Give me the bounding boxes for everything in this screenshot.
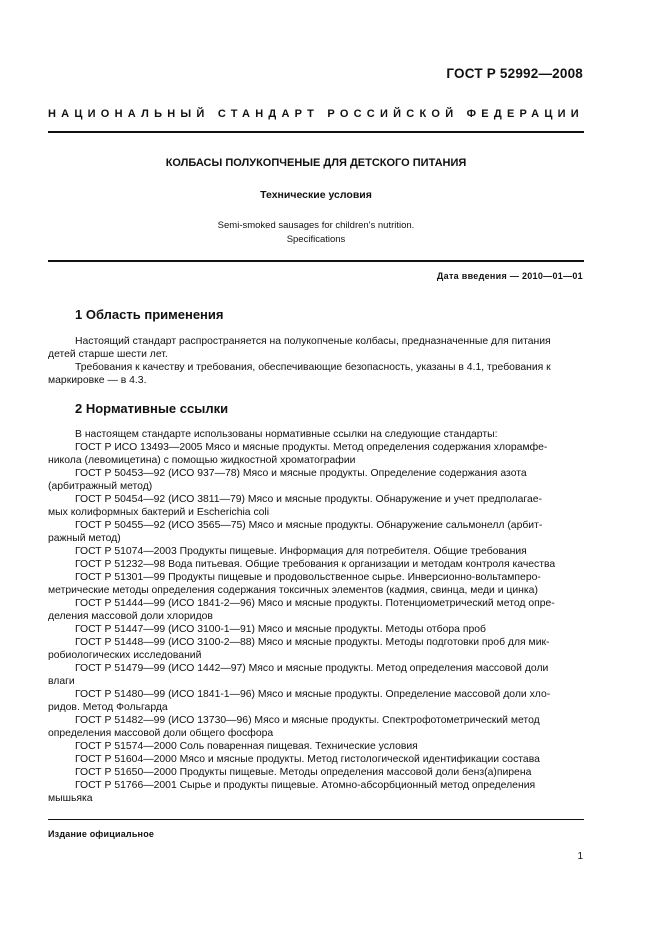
reference-line: ГОСТ Р 51574—2000 Соль поваренная пищевая. Технические условия (75, 741, 418, 752)
reference-line: робиологических исследований (48, 650, 202, 661)
header-rule (48, 131, 584, 133)
reference-line: ГОСТ Р 51766—2001 Сырье и продукты пищевые. Атомно-абсорбционный метод определения (75, 780, 536, 791)
standard-title: КОЛБАСЫ ПОЛУКОПЧЕНЫЕ ДЛЯ ДЕТСКОГО ПИТАНИЯ (165, 157, 467, 169)
reference-line: ГОСТ Р ИСО 13493—2005 Мясо и мясные продукты. Метод определения содержания хлорамфе- (75, 442, 548, 453)
reference-line: (арбитражный метод) (48, 481, 153, 492)
reference-line: ГОСТ Р 51444—99 (ИСО 1841-2—96) Мясо и мясные продукты. Потенциометрический метод опре- (75, 598, 555, 609)
english-title-line: Specifications (286, 234, 346, 245)
reference-line: мых колиформных бактерий и Escherichia coli (48, 507, 270, 518)
page-number: 1 (577, 851, 583, 862)
footer-rule (48, 819, 584, 820)
section-1-heading: 1 Область применения (75, 307, 224, 322)
reference-line: ГОСТ Р 51650—2000 Продукты пищевые. Методы определения массовой доли бенз(а)пирена (75, 767, 532, 778)
paragraph-line: В настоящем стандарте использованы нормативные ссылки на следующие стандарты: (75, 429, 498, 440)
reference-line: ГОСТ Р 51604—2000 Мясо и мясные продукты. Метод гистологической идентификации состава (75, 754, 540, 765)
reference-line: определения массовой доли общего фосфора (48, 728, 274, 739)
reference-line: ГОСТ Р 51482—99 (ИСО 13730—96) Мясо и мясные продукты. Спектрофотометрический метод (75, 715, 540, 726)
introduction-date: Дата введения — 2010—01—01 (436, 271, 583, 281)
english-title-line: Semi-smoked sausages for children's nutrition. (217, 220, 415, 231)
section-2-body (48, 428, 584, 805)
reference-line: мышьяка (48, 793, 93, 804)
reference-line: ГОСТ Р 51232—98 Вода питьевая. Общие требования к организации и методам контроля качества (75, 559, 556, 570)
section-1-body (48, 335, 584, 387)
reference-line: метрические методы определения содержания токсичных элементов (кадмия, свинца, меди и цинка) (48, 585, 538, 596)
reference-line: ГОСТ Р 51479—99 (ИСО 1442—97) Мясо и мясные продукты. Метод определения массовой доли (75, 663, 549, 674)
paragraph-line: Настоящий стандарт распространяется на полукопченые колбасы, предназначенные для питания (75, 336, 551, 347)
reference-line: ГОСТ Р 51074—2003 Продукты пищевые. Информация для потребителя. Общие требования (75, 546, 527, 557)
reference-line: ГОСТ Р 51447—99 (ИСО 3100-1—91) Мясо и мясные продукты. Методы отбора проб (75, 624, 486, 635)
reference-line: никола (левомицетина) с помощью жидкостной хроматографии (48, 455, 356, 466)
paragraph-line: маркировке — в 4.3. (48, 375, 147, 386)
standard-subtitle: Технические условия (260, 189, 372, 201)
national-standard-title: НАЦИОНАЛЬНЫЙ СТАНДАРТ РОССИЙСКОЙ ФЕДЕРАЦИИ (48, 108, 584, 120)
reference-line: ГОСТ Р 51301—99 Продукты пищевые и продовольственное сырье. Инверсионно-вольтамперо- (75, 572, 541, 583)
reference-line: ГОСТ Р 50455—92 (ИСО 3565—75) Мясо и мясные продукты. Обнаружение сальмонелл (арбит- (75, 520, 543, 531)
reference-line: ГОСТ Р 50453—92 (ИСО 937—78) Мясо и мясные продукты. Определение содержания азота (75, 468, 527, 479)
reference-line: деления массовой доли хлоридов (48, 611, 213, 622)
english-title (48, 219, 584, 247)
reference-line: влаги (48, 676, 75, 687)
title-rule (48, 260, 584, 262)
official-edition-label: Издание официальное (48, 829, 155, 839)
paragraph-line: Требования к качеству и требования, обеспечивающие безопасность, указаны в 4.1, требования к (75, 362, 551, 373)
paragraph-line: детей старше шести лет. (48, 349, 168, 360)
reference-line: ГОСТ Р 51448—99 (ИСО 3100-2—88) Мясо и мясные продукты. Методы подготовки проб для мик- (75, 637, 550, 648)
reference-line: ГОСТ Р 50454—92 (ИСО 3811—79) Мясо и мясные продукты. Обнаружение и учет предполагае- (75, 494, 542, 505)
document-number: ГОСТ Р 52992—2008 (446, 66, 583, 81)
section-2-heading: 2 Нормативные ссылки (75, 401, 229, 416)
reference-line: ГОСТ Р 51480—99 (ИСО 1841-1—96) Мясо и мясные продукты. Определение массовой доли хло- (75, 689, 551, 700)
reference-line: ридов. Метод Фольгарда (48, 702, 168, 713)
reference-line: ражный метод) (48, 533, 121, 544)
